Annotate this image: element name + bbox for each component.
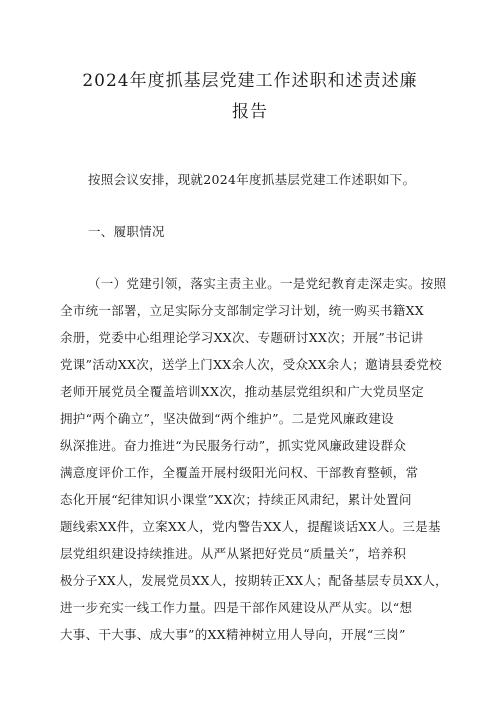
paragraph-line: 进一步充实一线工作力量。四是干部作风建设从严从实。以“想: [60, 600, 413, 615]
paragraph-line: 大事、干大事、成大事”的XX精神树立用人导向，开展“三岗”: [60, 627, 406, 642]
intro-paragraph: 按照会议安排，现就2024年度抓基层党建工作述职如下。: [88, 172, 416, 187]
paragraph-line: （一）党建引领，落实主责主业。一是党纪教育走深走实。按照: [88, 276, 447, 291]
paragraph-line: 老师开展党员全覆盖培训XX次，推动基层党组织和广大党员坚定: [60, 384, 424, 399]
paragraph-line: 态化开展“纪律知识小课堂”XX次；持续正风肃纪，累计处置问: [60, 492, 412, 507]
paragraph-line: 极分子XX人，发展党员XX人，按期转正XX人；配备基层专员XX人，: [60, 573, 448, 588]
paragraph-line: 纵深推进。奋力推进“为民服务行动”，抓实党风廉政建设群众: [60, 438, 407, 453]
paragraph-line: 层党组织建设持续推进。从严从紧把好党员“质量关”，培养积: [60, 546, 407, 561]
paragraph-line: 全市统一部署，立足实际分支部制定学习计划，统一购买书籍XX: [60, 303, 424, 318]
document-title-line-2: 报告: [232, 102, 268, 122]
paragraph-line: 拥护“两个确立”，坚决做到“两个维护”。二是党风廉政建设: [60, 411, 394, 426]
paragraph-line: 满意度评价工作，全覆盖开展村级阳光问权、干部教育整顿，常: [60, 465, 419, 480]
document-title-line-1: 2024年度抓基层党建工作述职和述责述廉: [82, 71, 418, 91]
section-heading: 一、履职情况: [88, 224, 165, 239]
paragraph-line: 党课”活动XX次，送学上门XX余人次，受众XX余人；邀请县委党校: [60, 357, 442, 372]
paragraph-line: 余册，党委中心组理论学习XX次、专题研讨XX次；开展”书记讲: [60, 330, 424, 345]
paragraph-line: 题线索XX件，立案XX人，党内警告XX人，提醒谈话XX人。三是基: [60, 519, 441, 534]
